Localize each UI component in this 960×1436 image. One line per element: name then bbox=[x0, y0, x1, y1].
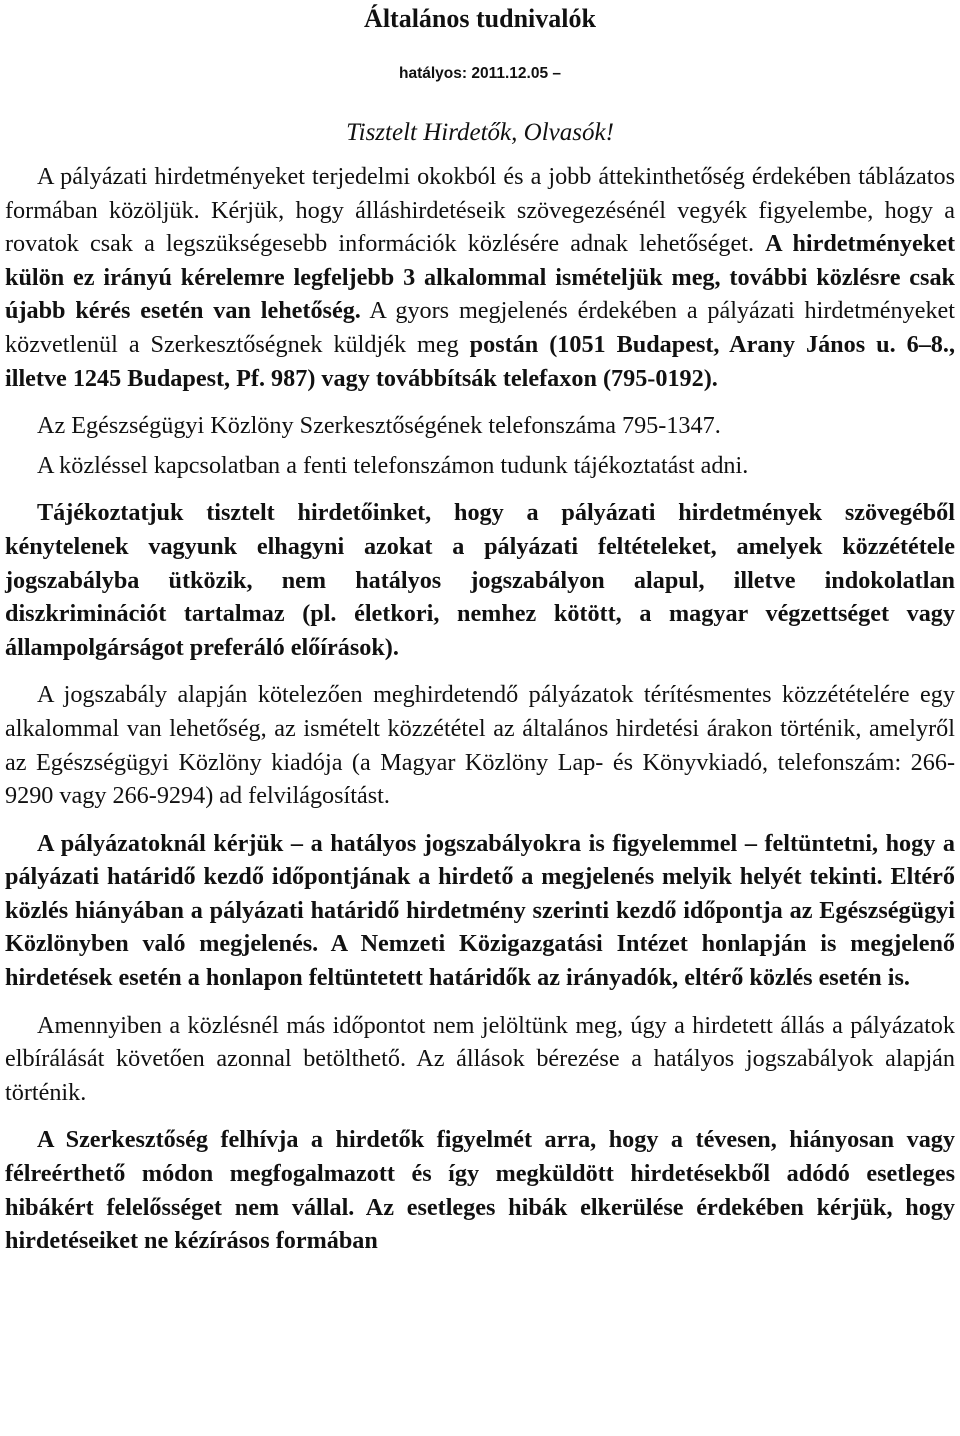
paragraph-free-publication: A jogszabály alapján kötelezően meghirdetendő pályázatok térítésmentes közzétételére egy alkalommal van lehetőség, az ismételt közzététel az általános hirdetési árakon történik, amelyről az Egészségügyi Közlöny kiadója (a Magyar Közlöny Lap- és Könyvkiadó, telefonszám: 266-9290 vagy 266-9294) ad felvilágosítást. bbox=[5, 681, 955, 810]
paragraph-intro bbox=[5, 160, 955, 395]
page-title: Általános tudnivalók bbox=[364, 4, 596, 33]
paragraph-discrimination bbox=[5, 496, 955, 664]
salutation: Tisztelt Hirdetők, Olvasók! bbox=[346, 119, 614, 146]
effective-date: hatályos: 2011.12.05 – bbox=[398, 65, 561, 82]
intro-text-b: A gyors megjelenés érdekében a pályázati hirdetményeket közvetlenül a Szerkesztőségnek küldjék meg bbox=[5, 297, 955, 358]
intro-bold-b: postán (1051 Budapest, Arany János u. 6–8., illetve 1245 Budapest, Pf. 987) vagy továbbítsák telefaxon (795-0192). bbox=[5, 330, 955, 392]
deadline-bold: A pályázatoknál kérjük – a hatályos jogszabályokra is figyelemmel – feltüntetni, hogy a pályázati határidő kezdő időpontjának a hirdető a megjelenés melyik helyét tekinti. Eltérő közlés hiányában a pályázati határidő hirdetmény szerinti kezdő időpontja az Egészségügyi Közlönyben való megjelenés. A Nemzeti Közigazgatási Intézet honlapján is megjelenő hirdetések esetén a honlapon feltüntetett határidők az irányadók, eltérő közlés esetén is. bbox=[5, 829, 955, 992]
paragraph-info: A közléssel kapcsolatban a fenti telefonszámon tudunk tájékoztatást adni. bbox=[37, 451, 749, 479]
intro-text-a: A pályázati hirdetményeket terjedelmi okokból és a jobb áttekinthetőség érdekében táblázatos formában közöljük. Kérjük, hogy álláshirdetéseik szövegezésénél vegyék figyelembe, hogy a rovatok csak a legszükségesebb információk közlésére adnak lehetőséget. bbox=[5, 163, 955, 258]
intro-bold-a: A hirdetményeket külön ez irányú kérelemre legfeljebb 3 alkalommal ismételjük meg, további közlésre csak újabb kérés esetén van lehetőség. bbox=[5, 230, 955, 325]
paragraph-liability bbox=[5, 1123, 955, 1257]
discrimination-bold: Tájékoztatjuk tisztelt hirdetőinket, hogy a pályázati hirdetmények szövegéből kénytelenek vagyunk elhagyni azokat a pályázati feltételeket, amelyek közzététele jogszabályba ütközik, nem hatályos jogszabályon alapul, illetve indokolatlan diszkriminációt tartalmaz (pl. életkori, nemhez kötött, a magyar végzettséget vagy állampolgárságot preferáló előírások). bbox=[5, 499, 955, 661]
document-page bbox=[5, 0, 955, 1258]
paragraph-deadline bbox=[5, 827, 955, 995]
liability-bold: A Szerkesztőség felhívja a hirdetők figyelmét arra, hogy a tévesen, hiányosan vagy félreérthető módon megfogalmazott és így megküldött hirdetésekből adódó esetleges hibákért felelősséget nem vállal. Az esetleges hibák elkerülése érdekében kérjük, hogy hirdetéseiket ne kézírásos formában bbox=[5, 1126, 955, 1255]
paragraph-phone: Az Egészségügyi Közlöny Szerkesztőségének telefonszáma 795-1347. bbox=[37, 412, 721, 440]
paragraph-position: Amennyiben a közlésnél más időpontot nem jelöltünk meg, úgy a hirdetett állás a pályázatok elbírálását követően azonnal betölthető. Az állások bérezése a hatályos jogszabályok alapján történik. bbox=[5, 1011, 955, 1106]
